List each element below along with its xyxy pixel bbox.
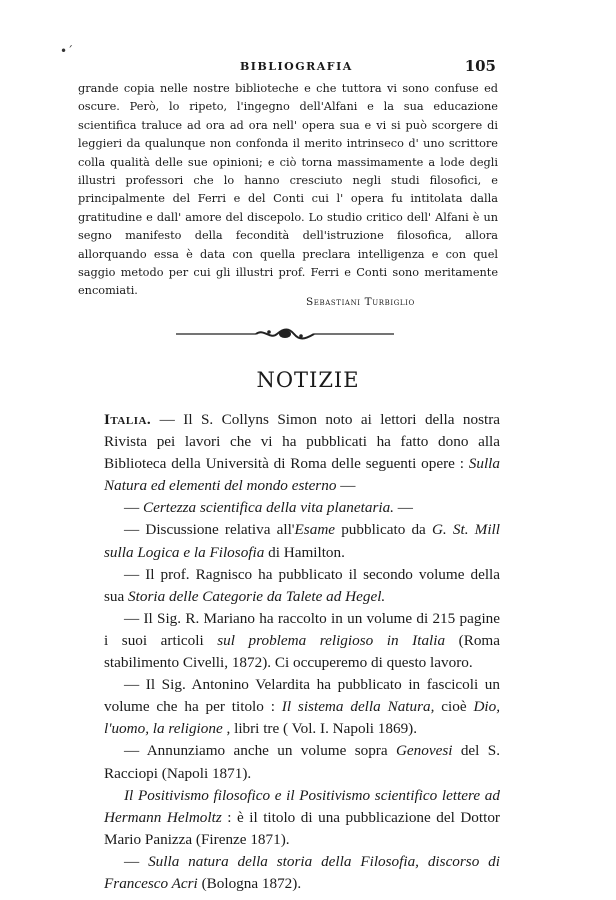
notice-item: — Annunziamo anche un volume sopra Genovesi del S. Racciopi (Napoli 1871).: [104, 742, 500, 782]
notice-item: Italia. — Il S. Collyns Simon noto ai lettori della nostra Rivista pei lavori che vi ha pubblicati ha fatto dono alla Biblioteca della Università di Roma delle seguenti opere : Sulla Natura ed elementi del mondo esterno —: [104, 411, 500, 495]
section-title: NOTIZIE: [256, 368, 360, 392]
page-number: 105: [464, 57, 496, 75]
running-head: [78, 58, 498, 80]
notice-item: — Il Sig. R. Mariano ha raccolto in un volume di 215 pagine i suoi articoli sul problema religioso in Italia (Roma stabilimento Civelli, 1872). Ci occuperemo di questo lavoro.: [104, 609, 500, 672]
running-title: BIBLIOGRAFIA: [240, 60, 353, 73]
notice-item: — Sulla natura della storia della Filosofia, discorso di Francesco Acri (Bologna 1872).: [104, 852, 500, 892]
notice-item: — Il Sig. Antonino Velardita ha pubblicato in fascicoli un volume che ha per titolo : Il sistema della Natura, cioè Dio, l'uomo, la religione , libri tre ( Vol. I. Napoli 1869).: [104, 676, 501, 738]
notice-item: — Certezza scientifica della vita planetaria. —: [124, 499, 413, 517]
notice-item: Il Positivismo filosofico e il Positivismo scientifico lettere ad Hermann Helmoltz : è il titolo di una pubblicazione del Dottor Mario Panizza (Firenze 1871).: [104, 786, 500, 848]
review-signature: Sebastiani Turbiglio: [306, 296, 415, 308]
review-paragraph: grande copia nelle nostre biblioteche e che tuttora vi sono confuse ed oscure. Però, lo ripeto, l'ingegno dell'Alfani e la sua educazione scientifica traluce ad ora ad ora nell' opera sua e vi si può scorgere di leggieri da qualunque non confonda il merito intrinseco d' uno scrittore colla qualità delle sue opinioni; e ciò torna massimamente a lode degli illustri professori che lo hanno cresciuto negli studi filosofici, e principalmente del Ferri e del Conti cui l' opera fu intitolata dalla gratitudine e dall' amore del discepolo. Lo studio critico dell' Alfani è un segno manifesto della fecondità dell'istruzione filosofica, allora allorquando essa è data con quella preclara intelligenza e con quel saggio metodo per cui gli illustri prof. Ferri e Conti sono meritamente encomiati.: [78, 82, 498, 298]
ornament-divider-icon: [176, 327, 394, 341]
notice-item: — Il prof. Ragnisco ha pubblicato il secondo volume della sua Storia delle Categorie da Talete ad Hegel.: [104, 565, 500, 605]
notice-country: Italia.: [104, 411, 152, 428]
corner-mark: •´: [60, 44, 74, 58]
review-text: [78, 80, 498, 301]
notice-item: — Discussione relativa all'Esame pubblicato da G. St. Mill sulla Logica e la Filosofia di Hamilton.: [104, 521, 500, 561]
notices-section: [104, 409, 500, 895]
